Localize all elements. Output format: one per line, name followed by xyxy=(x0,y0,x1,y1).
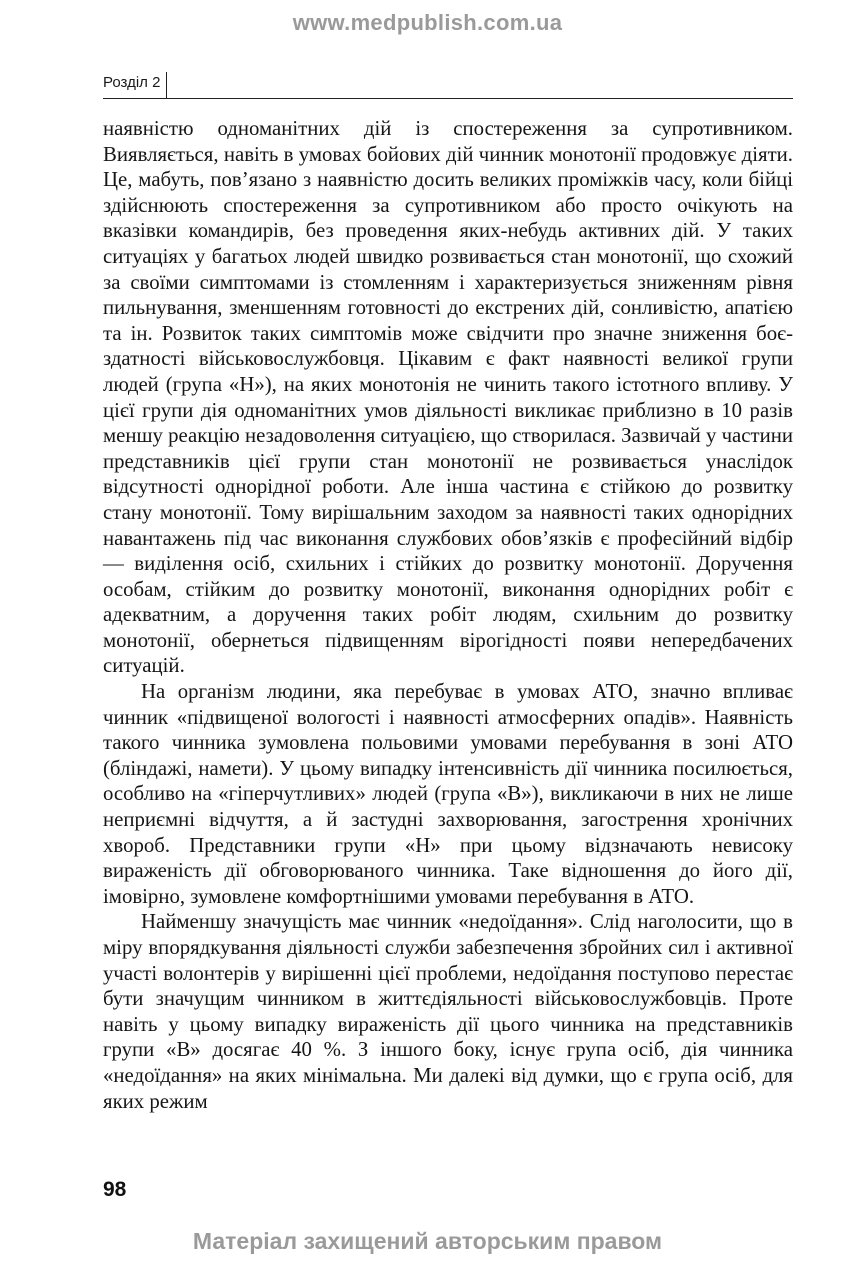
paragraph-1: наявністю одноманітних дій із спостереження за супротивником. Виявляється, навіть в умовах бойових дій чинник монотонії продовжує діяти. Це, мабуть, пов’язано з наявністю досить великих проміжків часу, коли бійці здійснюють спостереження за супротивником або просто очікують на вказівки командирів, без проведення яких-небудь активних дій. У таких ситуаціях у багатьох людей швидко розвивається стан монотонії, що схожий за своїми симптомами із стомленням і характеризується зниженням рівня пильнування, зменшенням готовності до екстрених дій, сонливістю, апатією та ін. Розвиток таких симптомів може свідчити про значне зниження боєздатності військовослужбовця. Цікавим є факт наявності великої групи людей (група «Н»), на яких монотонія не чинить такого істотного впливу. У цієї групи дія одноманітних умов діяльності викликає приблизно в 10 разів меншу реакцію незадоволення ситуацією, що створилася. Зазвичай у частини представників цієї групи стан монотонії не розвивається унаслідок відсутності однорідної роботи. Але інша частина є стійкою до розвитку стану монотонії. Тому вирішальним заходом за наявності таких однорідних навантажень під час виконання службових обов’язків є професійний відбір — виділення осіб, схильних і стійких до розвитку монотонії. Доручення особам, стійким до розвитку монотонії, виконання однорідних робіт є адекватним, а доручення таких робіт людям, схильним до розвитку монотонії, обернеться підвищенням вірогідності появи непередбачених ситуацій. xyxy=(103,117,793,678)
body-text xyxy=(103,116,793,1114)
header-divider-tick xyxy=(166,72,167,98)
paragraph-3: Найменшу значущість має чинник «недоїдання». Слід наголосити, що в міру впорядкування діяльності служби забезпечення збройних сил і активної участі волонтерів у вирішенні цієї проблеми, недоїдання поступово перестає бути значущим чинником в життєдіяльності військовослужбовців. Проте навіть у цьому випадку вираженість дії цього чинника на представників групи «В» досягає 40 %. З іншого боку, існує група осіб, дія чинника «недоїдання» на яких мінімальна. Ми далекі від думки, що є група осіб, для яких режим xyxy=(103,910,793,1113)
page-number: 98 xyxy=(103,1178,127,1201)
running-header xyxy=(103,72,793,99)
watermark-bottom: Матеріал захищений авторським правом xyxy=(192,1228,663,1254)
paragraph-2: На організм людини, яка перебуває в умовах АТО, значно впливає чинник «підвищеної вологості і наявності атмосферних опадів». Наявність такого чинника зумовлена польовими умовами перебування в зоні АТО (бліндажі, намети). У цьому випадку інтенсивність дії чинника посилюється, особливо на «гіперчутливих» людей (група «В»), викликаючи в них не лише неприємні відчуття, а й застудні захворювання, загострення хронічних хвороб. Представники групи «Н» при цьому відзначають невисоку вираженість дії обговорюваного чинника. Таке відношення до його дії, імовірно, зумовлене комфортнішими умовами перебування в АТО. xyxy=(103,680,793,908)
chapter-label: Розділ 2 xyxy=(103,74,161,91)
watermark-top: www.medpublish.com.ua xyxy=(292,10,563,35)
